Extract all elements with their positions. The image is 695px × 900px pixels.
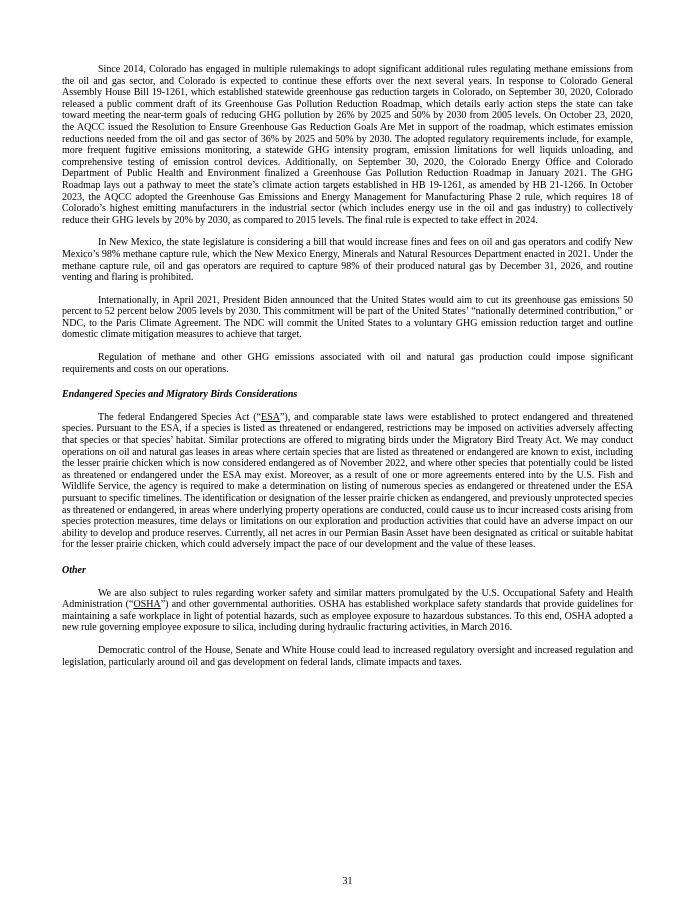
paragraph-new-mexico-methane: In New Mexico, the state legislature is considering a bill that would increase fines and fees on oil and gas operators and codify New Mexico’s 98% methane capture rule, which the New Mexico Energy, Minerals and Natural Resources Department enacted in 2021. Under the methane capture rule, oil and gas operators are required to capture 98% of their produced natural gas by December 31, 2026, and routine venting and flaring is prohibited. (62, 237, 633, 284)
paragraph-international-ndc: Internationally, in April 2021, President Biden announced that the United States would aim to cut its greenhouse gas emissions 50 percent to 52 percent below 2005 levels by 2030. This commitment will be part of the United States’ “nationally determined contribution,” or NDC, to the Paris Climate Agreement. The NDC will commit the United States to a voluntary GHG emission reduction target and outline domestic climate mitigation measures to achieve that target. (62, 294, 633, 341)
paragraph-osha: We are also subject to rules regarding worker safety and similar matters promulgated by the U.S. Occupational Safety and Health Administration (“OSHA”) and other governmental authorities. OSHA has established workplace safety standards that provide guidelines for maintaining a safe workplace in light of potential hazards, such as employee exposure to hazardous substances. To this end, OSHA adopted a new rule governing employee exposure to silica, including during hydraulic fracturing activities, in March 2016. (62, 587, 633, 634)
paragraph-democratic-control: Democratic control of the House, Senate and White House could lead to increased regulatory oversight and increased regulation and legislation, particularly around oil and gas development on federal lands, climate impacts and taxes. (62, 644, 633, 668)
paragraph-colorado-rulemakings: Since 2014, Colorado has engaged in multiple rulemakings to adopt significant additional rules regulating methane emissions from the oil and gas sector, and Colorado is expected to continue these efforts over the next several years. In response to Colorado General Assembly House Bill 19-1261, which established statewide greenhouse gas reduction targets in Colorado, on September 30, 2020, Colorado released a public comment draft of its Greenhouse Gas Pollution Reduction Roadmap, which details early action steps the state can take toward meeting the near-term goals of reducing GHG pollution by 26% by 2025 and 50% by 2030 from 2005 levels. On October 23, 2020, the AQCC issued the Resolution to Ensure Greenhouse Gas Reduction Goals Are Met in support of the roadmap, which estimates emission reductions needed from the oil and gas sector of 36% by 2025 and 50% by 2030. The adopted regulatory requirements include, for example, more frequent fugitive emissions monitoring, a statewide GHG intensity program, emission limitations for well liquids unloading, and comprehensive testing of emission control devices. Additionally, on September 30, 2020, the Colorado Energy Office and Colorado Department of Public Health and Environment finalized a Greenhouse Gas Pollution Reduction Roadmap in January 2021. The GHG Roadmap lays out a pathway to meet the state’s climate action targets established in HB 19-1261, as amended by HB 21-1266. In October 2023, the AQCC adopted the Greenhouse Gas Emissions and Energy Management for Manufacturing Phase 2 rule, which requires 18 of Colorado’s highest emitting manufacturers in the industrial sector (which includes energy use in the oil and gas industry) to collectively reduce their GHG levels by 20% by 2030, as compared to 2015 levels. The final rule is expected to take effect in 2024. (62, 64, 633, 226)
heading-other: Other (62, 564, 86, 576)
paragraph-esa: The federal Endangered Species Act (“ESA”), and comparable state laws were established to protect endangered and threatened species. Pursuant to the ESA, if a species is listed as threatened or endangered, restrictions may be imposed on activities adversely affecting that species or that species’ habitat. Similar protections are offered to migrating birds under the Migratory Bird Treaty Act. We may conduct operations on oil and natural gas leases in areas where certain species that are listed as threatened or endangered are known to exist, including the lesser prairie chicken which is now considered endangered as of November 2022, and where other species that potentially could be listed as threatened or endangered under the ESA may exist. Moreover, as a result of one or more agreements entered into by the U.S. Fish and Wildlife Service, the agency is required to make a determination on listing of numerous species as endangered or threatened under the ESA pursuant to specific timelines. The identification or designation of the lesser prairie chicken as endangered, and previously unprotected species as threatened or endangered, in areas where underlying property operations are conducted, could cause us to incur increased costs arising from species protection measures, time delays or limitations on our exploration and production activities that could have an adverse impact on our ability to develop and produce reserves. Currently, all net acres in our Permian Basin Asset have been designated as critical or suitable habitat for the lesser prairie chicken, which could adversely impact the pace of our development and the value of these leases. (62, 411, 633, 551)
heading-endangered-species: Endangered Species and Migratory Birds Considerations (62, 389, 298, 401)
page-number: 31 (342, 876, 353, 888)
paragraph-ghg-regulation-summary: Regulation of methane and other GHG emissions associated with oil and natural gas production could impose significant requirements and costs on our operations. (62, 352, 633, 375)
document-body (62, 64, 633, 668)
